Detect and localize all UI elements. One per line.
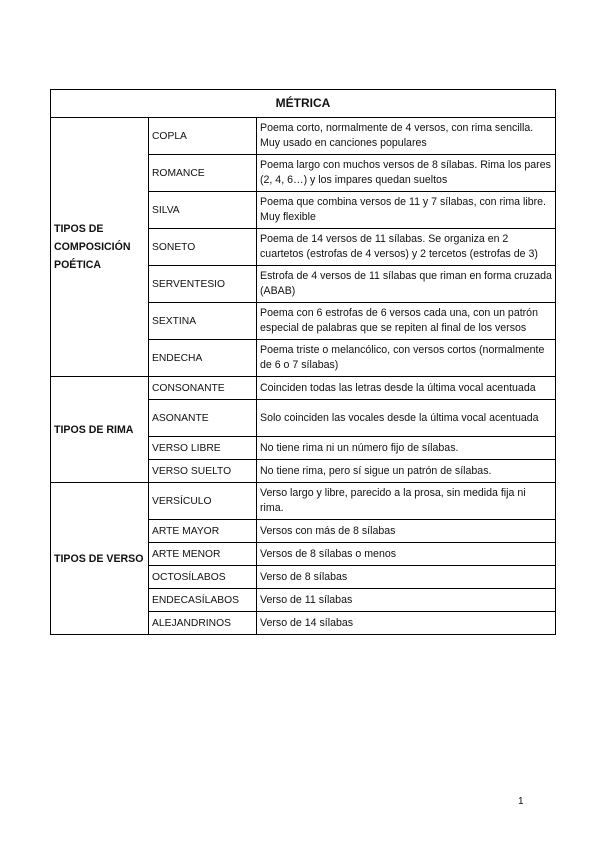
definition-silva: Poema que combina versos de 11 y 7 sílabas, con rima libre. Muy flexible — [257, 192, 556, 229]
definition-verso-suelto: No tiene rima, pero sí sigue un patrón de sílabas. — [257, 460, 556, 483]
term-arte-menor: ARTE MENOR — [149, 543, 257, 566]
definition-consonante: Coinciden todas las letras desde la última vocal acentuada — [257, 377, 556, 400]
term-soneto: SONETO — [149, 229, 257, 266]
term-romance: ROMANCE — [149, 155, 257, 192]
definition-serventesio: Estrofa de 4 versos de 11 sílabas que riman en forma cruzada (ABAB) — [257, 266, 556, 303]
term-arte-mayor: ARTE MAYOR — [149, 520, 257, 543]
term-serventesio: SERVENTESIO — [149, 266, 257, 303]
term-consonante: CONSONANTE — [149, 377, 257, 400]
group-label-composicion: TIPOS DE COMPOSICIÓN POÉTICA — [51, 118, 149, 377]
definition-endecasilabos: Verso de 11 sílabas — [257, 589, 556, 612]
term-verso-libre: VERSO LIBRE — [149, 437, 257, 460]
definition-copla: Poema corto, normalmente de 4 versos, con rima sencilla. Muy usado en canciones populares — [257, 118, 556, 155]
definition-asonante: Solo coinciden las vocales desde la última vocal acentuada — [257, 400, 556, 437]
definition-verso-libre: No tiene rima ni un número fijo de sílabas. — [257, 437, 556, 460]
definition-versiculo: Verso largo y libre, parecido a la prosa, sin medida fija ni rima. — [257, 483, 556, 520]
definition-alejandrinos: Verso de 14 sílabas — [257, 612, 556, 635]
definition-soneto: Poema de 14 versos de 11 sílabas. Se organiza en 2 cuartetos (estrofas de 4 versos) y 2 tercetos (estrofas de 3) — [257, 229, 556, 266]
definition-arte-mayor: Versos con más de 8 sílabas — [257, 520, 556, 543]
definition-romance: Poema largo con muchos versos de 8 sílabas. Rima los pares (2, 4, 6…) y los impares quedan sueltos — [257, 155, 556, 192]
definition-sextina: Poema con 6 estrofas de 6 versos cada una, con un patrón especial de palabras que se repiten al final de los versos — [257, 303, 556, 340]
term-asonante: ASONANTE — [149, 400, 257, 437]
definition-endecha: Poema triste o melancólico, con versos cortos (normalmente de 6 o 7 sílabas) — [257, 340, 556, 377]
term-octosilabos: OCTOSÍLABOS — [149, 566, 257, 589]
page-number: 1 — [518, 796, 524, 807]
table-row — [51, 118, 556, 155]
term-silva: SILVA — [149, 192, 257, 229]
definition-arte-menor: Versos de 8 sílabas o menos — [257, 543, 556, 566]
table-title: MÉTRICA — [51, 90, 556, 118]
table-row — [51, 377, 556, 400]
term-endecha: ENDECHA — [149, 340, 257, 377]
term-sextina: SEXTINA — [149, 303, 257, 340]
term-versiculo: VERSÍCULO — [149, 483, 257, 520]
metrica-table — [50, 89, 556, 635]
group-label-verso: TIPOS DE VERSO — [51, 483, 149, 635]
definition-octosilabos: Verso de 8 sílabas — [257, 566, 556, 589]
term-copla: COPLA — [149, 118, 257, 155]
group-label-rima: TIPOS DE RIMA — [51, 377, 149, 483]
term-endecasilabos: ENDECASÍLABOS — [149, 589, 257, 612]
term-alejandrinos: ALEJANDRINOS — [149, 612, 257, 635]
table-row — [51, 483, 556, 520]
term-verso-suelto: VERSO SUELTO — [149, 460, 257, 483]
